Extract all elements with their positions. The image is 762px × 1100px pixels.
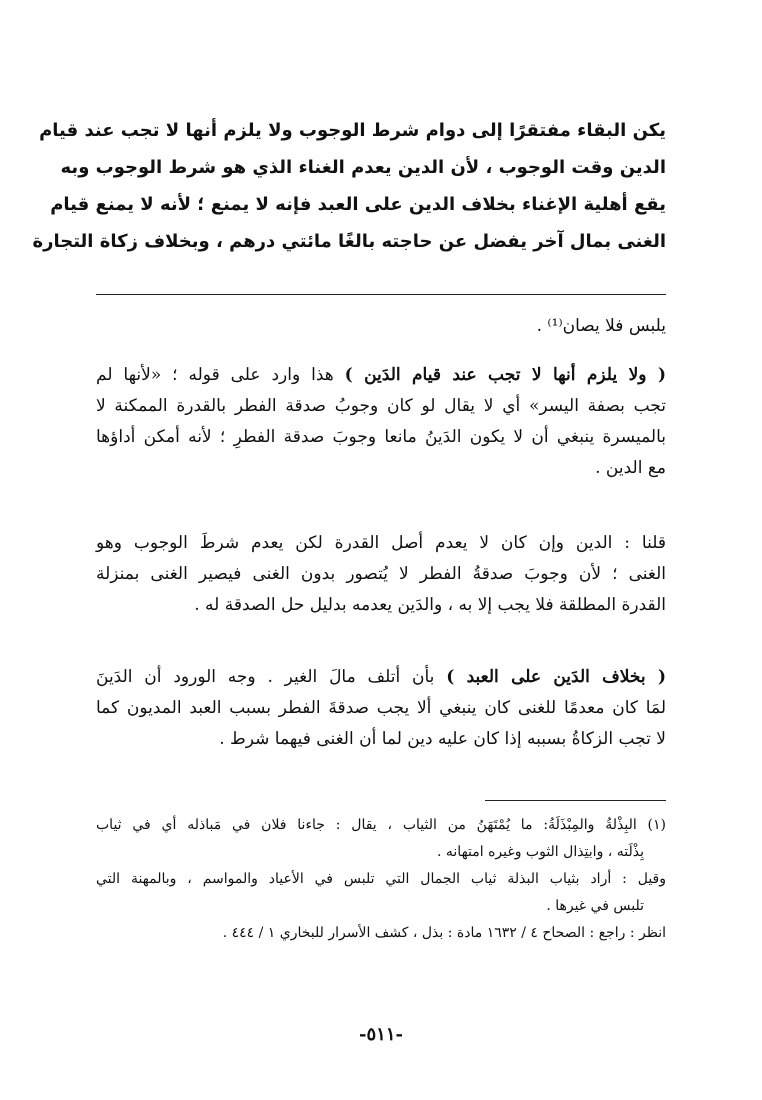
footnote-line: انظر : راجع : الصحاح ٤ / ١٦٣٢ مادة : بذل ، كشف الأسرار للبخاري ١ / ٤٤٤ . — [222, 925, 666, 941]
matn-separator-line — [96, 294, 666, 295]
footnote-line: (١) البِذْلةُ والمِبْذَلَةُ: ما يُمْتَهَنُ من الثياب ، يقال : جاءنا فلان في مَباذله أي في ثياب — [96, 817, 666, 833]
commentary-block — [96, 311, 666, 342]
commentary-line: لمَا كان معدمًا للغنى كان ينبغي ألا يجب صدقةَ الفطر بسبب العبد المديون كما — [96, 698, 666, 718]
commentary-line: لا تجب الزكاةُ بسببه إذا كان عليه دين لما أن الغنى فيهما شرط . — [219, 729, 666, 749]
matn-line: يقع أهلية الإغناء بخلاف الدين على العبد فإنه لا يمنع ؛ لأنه لا يمنع قيام — [50, 194, 666, 215]
footnotes-block — [96, 812, 666, 947]
commentary-text: بأن أتلف مالَ الغير . وجه الورود أن الدَينَ — [96, 667, 447, 687]
page-number: -٥١١- — [359, 1024, 403, 1045]
commentary-line: يلبس فلا يصان⁽¹⁾ . — [536, 316, 666, 336]
commentary-paragraph-1 — [96, 360, 666, 484]
footnote-separator-line — [485, 800, 666, 801]
commentary-line: تجب بصفة اليسر» أي لا يقال لو كان وجوبُ صدقة الفطر بالقدرة الممكنة لا — [96, 396, 666, 416]
footnote-line: بِذْلَته ، وابتِذال الثوب وغيره امتهانه . — [437, 844, 644, 860]
commentary-paragraph-2 — [96, 528, 666, 621]
matn-line: الدين وقت الوجوب ، لأن الدين يعدم الغناء الذي هو شرط الوجوب وبه — [60, 157, 666, 178]
quoted-matn-phrase: ( ولا يلزم أنها لا تجب عند قيام الدَين ) — [344, 365, 666, 385]
commentary-paragraph-3 — [96, 662, 666, 755]
matn-text-block — [32, 112, 666, 260]
commentary-line: بالميسرة ينبغي أن لا يكون الدَينُ مانعا وجوبَ صدقة الفطرِ ؛ لأنه أمكن أداؤها — [96, 427, 666, 447]
commentary-line — [96, 360, 666, 391]
commentary-line — [96, 662, 666, 693]
commentary-intro — [96, 311, 666, 342]
commentary-line: قلنا : الدين وإن كان لا يعدم أصل القدرة لكن يعدم شرطَ الوجوب وهو — [96, 533, 666, 553]
footnote-line: وقيل : أراد بثياب البذلة ثياب الجمال التي تلبس في الأعياد والمواسم ، وبالمهنة التي — [96, 871, 666, 887]
quoted-matn-phrase: ( بخلاف الدَين على العبد ) — [446, 667, 667, 687]
commentary-text: هذا وارد على قوله ؛ «لأنها لم — [96, 365, 345, 385]
commentary-line: الغنى ؛ لأن وجوبَ صدقةُ الفطر لا يُتصور بدون الغنى فيصير الغنى بمنزلة — [96, 564, 666, 584]
commentary-line: القدرة المطلقة فلا يجب إلا به ، والدَين يعدمه بدليل حل الصدقة له . — [194, 595, 666, 615]
matn-line: الغنى بمال آخر يفضل عن حاجته بالغًا مائتي درهم ، وبخلاف زكاة التجارة — [32, 231, 666, 252]
commentary-line: مع الدين . — [595, 458, 666, 478]
matn-line: يكن البقاء مفتقرًا إلى دوام شرط الوجوب ولا يلزم أنها لا تجب عند قيام — [39, 120, 666, 141]
footnote-line: تلبس في غيرها . — [546, 898, 644, 914]
